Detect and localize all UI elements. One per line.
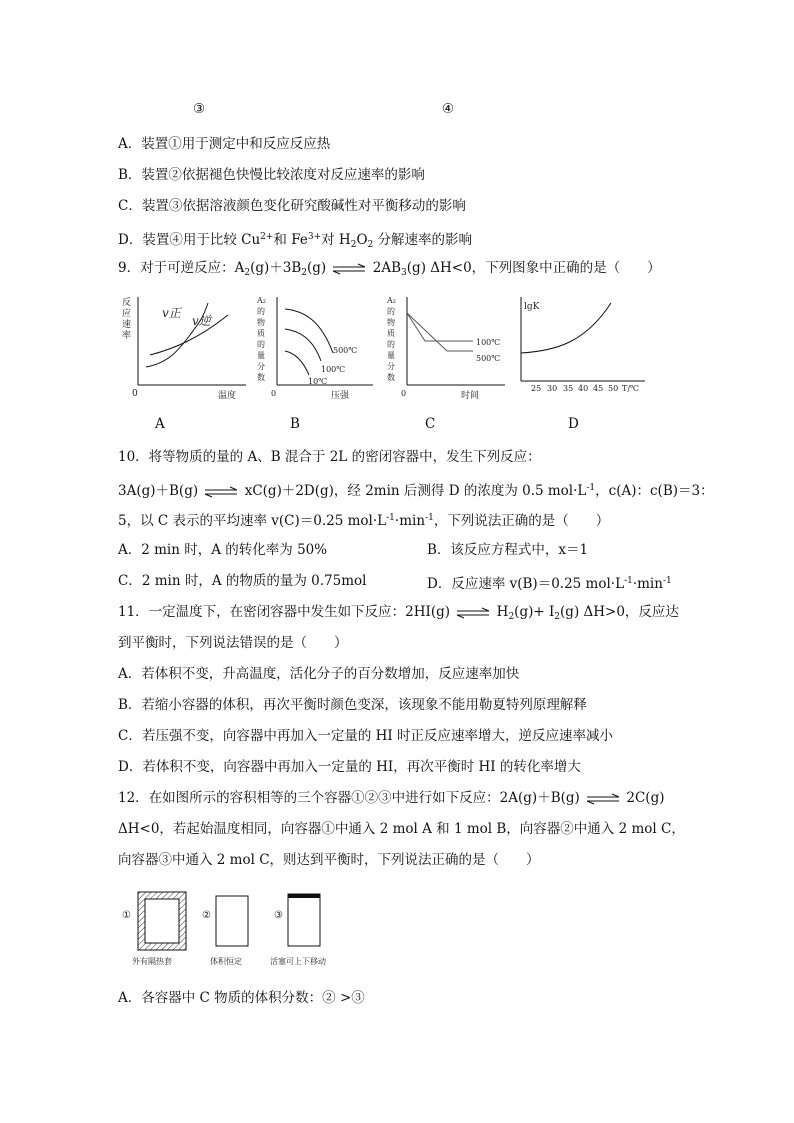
svg-text:25: 25	[531, 384, 542, 393]
graph-b	[255, 295, 375, 405]
q8-option-d[interactable]: D．装置④用于比较 $Cu^{2+}$和 $Fe^{3+}$对 $H_2O_2$ 分解速率的影响	[118, 232, 473, 250]
svg-text:反: 反	[122, 298, 132, 308]
svg-text:的: 的	[257, 307, 265, 316]
svg-text:的: 的	[387, 340, 395, 349]
graph-d-ticks	[531, 384, 618, 393]
container-1-number: ①	[122, 910, 131, 921]
svg-text:物: 物	[257, 318, 265, 327]
container-3-caption: 活塞可上下移动	[270, 957, 326, 966]
svg-text:45: 45	[593, 384, 604, 393]
svg-text:数: 数	[257, 373, 265, 382]
svg-text:量: 量	[387, 351, 395, 360]
equilibrium-arrow-icon	[332, 263, 366, 275]
graph-c	[385, 295, 510, 405]
svg-text:分: 分	[387, 362, 395, 371]
svg-text:的: 的	[257, 340, 265, 349]
graph-a-label-reverse: v逆	[192, 314, 211, 328]
svg-text:A₂: A₂	[387, 296, 396, 305]
q12-stem-line3: 向容器③中通入 2 mol C，则达到平衡时，下列说法正确的是（ ）	[118, 852, 540, 868]
graph-a-xlabel: 温度	[218, 391, 237, 401]
q11-option-c[interactable]: C．若压强不变，向容器中再加入一定量的 HI 时正反应速率增大，逆反应速率减小	[118, 728, 614, 744]
graph-a-ylabel	[122, 296, 131, 341]
graph-c-xlabel: 时间	[461, 391, 480, 401]
q12-stem-line2: ΔH<0，若起始温度相同，向容器①中通入 2 mol A 和 1 mol B，向容器②中通入 2 mol C，	[118, 821, 685, 837]
graph-a	[118, 295, 248, 405]
svg-text:35: 35	[563, 384, 574, 393]
q12-containers-figure	[118, 880, 358, 970]
container-3-body	[288, 894, 320, 946]
q10-stem-line1: 10．将等物质的量的 A、B 混合于 2L 的密闭容器中，发生下列反应：	[118, 449, 541, 465]
apparatus-3-label: ③	[193, 101, 206, 117]
graph-c-origin: 0	[401, 389, 407, 398]
q11-option-b[interactable]: B．若缩小容器的体积，再次平衡时颜色变深，该现象不能用勒夏特列原理解释	[118, 697, 587, 713]
container-1-caption: 外有隔热套	[132, 957, 172, 966]
graph-d-xunit: T/℃	[622, 384, 639, 393]
svg-text:物: 物	[387, 318, 395, 327]
svg-text:应: 应	[122, 309, 132, 319]
q10-option-d[interactable]: D．反应速率 v(B)＝0.25 $mol\cdot L^{-1}\cdot\min^{-1}$	[427, 576, 672, 592]
graph-b-xlabel: 压强	[331, 391, 350, 401]
graph-d	[515, 295, 650, 405]
graph-c-ylabel	[386, 296, 396, 382]
q10-option-a[interactable]: A．2 min 时，A 的转化率为 50%	[118, 542, 328, 558]
graph-b-origin: 0	[271, 389, 277, 398]
q10-stem-line3: 5，以 C 表示的平均速率 v(C)＝0.25 $mol\cdot L^{-1}\cdot\min^{-1}$，下列说法正确的是（ ）	[118, 513, 610, 529]
graph-d-ylabel: lgK	[524, 302, 540, 312]
svg-text:速: 速	[122, 320, 132, 330]
svg-text:50: 50	[608, 384, 619, 393]
equilibrium-arrow-icon	[204, 486, 238, 498]
container-1-body	[145, 899, 179, 943]
q8-option-b[interactable]: B．装置②依据褪色快慢比较浓度对反应速率的影响	[118, 167, 425, 183]
container-2-number: ②	[202, 910, 211, 921]
q11-option-d[interactable]: D．若体积不变，向容器中再加入一定量的 HI，再次平衡时 HI 的转化率增大	[118, 759, 581, 775]
q11-option-a[interactable]: A．若体积不变，升高温度，活化分子的百分数增加，反应速率加快	[118, 666, 520, 682]
graph-c-label-500: 500℃	[476, 354, 501, 363]
svg-text:质: 质	[387, 329, 395, 338]
svg-text:30: 30	[547, 384, 558, 393]
apparatus-4-label: ④	[442, 101, 455, 117]
q11-stem-line1: 11．一定温度下，在密闭容器中发生如下反应：2HI(g) $H_2(g)+ I_2(g)$ ΔH>0，反应达	[118, 604, 679, 622]
container-2-body	[216, 896, 248, 946]
q10-option-b[interactable]: B．该反应方程式中，x＝1	[427, 542, 589, 558]
container-2-caption: 体积恒定	[210, 957, 242, 966]
q12-option-a[interactable]: A．各容器中 C 物质的体积分数：② >③	[118, 990, 365, 1006]
graph-a-label-forward: v正	[162, 306, 181, 320]
graph-c-line-100	[407, 313, 473, 341]
container-3-piston	[288, 894, 320, 898]
q12-stem-line1: 12．在如图所示的容积相等的三个容器①②③中进行如下反应：2A(g)＋B(g) 2C(g)	[118, 790, 665, 806]
graph-a-curve-reverse	[150, 315, 228, 355]
svg-text:40: 40	[578, 384, 589, 393]
graph-b-label-500: 500℃	[333, 346, 358, 355]
graph-b-label-100: 100℃	[321, 365, 346, 374]
graph-a-origin: 0	[132, 389, 138, 399]
equilibrium-arrow-icon	[586, 793, 620, 805]
graph-b-label-10: 10℃	[308, 377, 328, 386]
graph-c-label-100: 100℃	[476, 338, 501, 347]
q11-stem-line2: 到平衡时，下列说法错误的是（ ）	[118, 635, 348, 651]
graph-c-caption[interactable]: C	[425, 416, 436, 432]
svg-text:数: 数	[387, 373, 395, 382]
graph-b-caption[interactable]: B	[290, 416, 300, 432]
graph-a-caption[interactable]: A	[155, 416, 165, 432]
svg-text:率: 率	[122, 331, 132, 341]
graph-c-line-500	[407, 313, 473, 351]
graph-b-curve-100	[285, 329, 321, 361]
graph-b-ylabel	[256, 296, 266, 382]
equilibrium-arrow-icon	[456, 607, 490, 619]
graph-d-caption[interactable]: D	[568, 416, 579, 432]
svg-text:量: 量	[257, 351, 265, 360]
q9-stem: 9．对于可逆反应：$A_2(g)+3B_2(g)$ $2AB_3(g)$ ΔH<0，下列图象中正确的是（ ）	[118, 260, 661, 278]
container-3-number: ③	[274, 910, 283, 921]
q10-stem-line2: 3A(g)＋B(g) xC(g)＋2D(g)，经 2min 后测得 D 的浓度为 0.5 $mol\cdot L^{-1}$，c(A)：c(B)＝3：	[118, 483, 714, 499]
q10-option-c[interactable]: C．2 min 时，A 的物质的量为 0.75mol	[118, 573, 367, 589]
graph-b-curve-10	[285, 351, 309, 375]
svg-text:的: 的	[387, 307, 395, 316]
q8-option-a[interactable]: A．装置①用于测定中和反应反应热	[118, 136, 331, 152]
svg-text:A₂: A₂	[257, 296, 266, 305]
svg-text:质: 质	[257, 329, 265, 338]
svg-text:分: 分	[257, 362, 265, 371]
q8-option-c[interactable]: C．装置③依据溶液颜色变化研究酸碱性对平衡移动的影响	[118, 198, 466, 214]
